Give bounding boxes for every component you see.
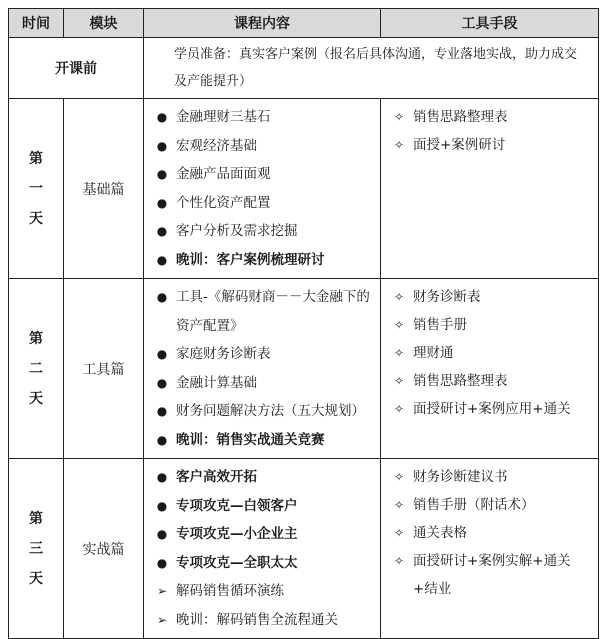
bullet-dot-icon: ● xyxy=(156,252,168,267)
pre-course-label: 开课前 xyxy=(9,38,144,99)
content-item-text: 专项攻克—全职太太 xyxy=(176,554,298,571)
bullet-dot-icon: ● xyxy=(156,432,168,447)
tool-item xyxy=(385,131,594,159)
content-item xyxy=(148,426,376,455)
content-item xyxy=(148,246,376,275)
day-row xyxy=(9,459,599,639)
tool-item-text: 面授研讨+案例应用+通关 xyxy=(413,401,571,417)
tool-item xyxy=(385,311,594,339)
tools-cell xyxy=(381,279,599,459)
tool-item-text: 通关表格 xyxy=(413,525,467,541)
content-item-text: 客户分析及需求挖掘 xyxy=(176,223,298,239)
content-item-text: 工具-《解码财商－－大金融下的资产配置》 xyxy=(176,289,370,334)
content-item-text: 宏观经济基础 xyxy=(176,137,257,154)
pre-course-row xyxy=(9,38,599,99)
tool-item xyxy=(385,547,594,603)
day-label-char: 天 xyxy=(29,390,43,407)
diamond-star-bullet-icon: ✧ xyxy=(393,318,405,332)
tool-item xyxy=(385,339,594,367)
diamond-star-bullet-icon: ✧ xyxy=(393,138,405,152)
day-label-char: 天 xyxy=(29,210,43,227)
content-item-text: 个性化资产配置 xyxy=(176,194,271,211)
module-name: 实战篇 xyxy=(64,459,144,639)
diamond-star-bullet-icon: ✧ xyxy=(393,374,405,388)
tool-item xyxy=(385,395,594,423)
tools-list xyxy=(381,279,598,427)
content-list xyxy=(144,99,380,278)
diamond-star-bullet-icon: ✧ xyxy=(393,470,405,484)
tools-cell xyxy=(381,459,599,639)
bullet-dot-icon: ● xyxy=(156,138,168,153)
header-time: 时间 xyxy=(9,9,64,38)
content-item-text: 客户高效开拓 xyxy=(176,469,257,485)
tool-item-text: 财务诊断表 xyxy=(413,289,481,305)
bullet-dot-icon: ● xyxy=(156,404,168,418)
diamond-star-bullet-icon: ✧ xyxy=(393,290,405,304)
day-label-char: 第 xyxy=(29,330,43,347)
content-item-text: 晚训：客户案例梳理研讨 xyxy=(176,251,325,268)
day-label xyxy=(9,459,64,639)
content-item xyxy=(148,463,376,492)
day-label xyxy=(9,99,64,279)
bullet-dot-icon: ● xyxy=(156,224,168,238)
course-content-cell xyxy=(144,279,381,459)
content-item-text: 晚训：销售实战通关竞赛 xyxy=(176,431,325,448)
tools-cell xyxy=(381,99,599,279)
bullet-dot-icon: ● xyxy=(156,290,168,304)
diamond-star-bullet-icon: ✧ xyxy=(393,346,405,360)
bullet-dot-icon: ● xyxy=(156,167,168,181)
content-item xyxy=(148,217,376,246)
content-item-text: 金融理财三基石 xyxy=(176,109,271,125)
course-schedule-table xyxy=(8,8,599,639)
tool-item-text: 销售思路整理表 xyxy=(413,109,508,125)
tool-item-text: 销售手册（附话术） xyxy=(413,497,535,513)
bullet-dot-icon: ● xyxy=(156,347,168,361)
content-item xyxy=(148,283,376,340)
content-item-text: 解码销售循环演练 xyxy=(176,583,284,599)
day-label xyxy=(9,279,64,459)
content-item xyxy=(148,492,376,521)
content-item-text: 金融计算基础 xyxy=(176,374,257,391)
tool-item-text: 理财通 xyxy=(413,345,454,361)
tool-item xyxy=(385,491,594,519)
content-item xyxy=(148,103,376,132)
tool-item xyxy=(385,463,594,491)
day-label-char: 二 xyxy=(29,360,43,377)
content-item-text: 财务问题解决方法（五大规划） xyxy=(176,403,365,419)
day-label-char: 第 xyxy=(29,150,43,167)
day-label-char: 一 xyxy=(29,180,43,197)
bullet-dot-icon: ● xyxy=(156,498,168,513)
bullet-dot-icon: ● xyxy=(156,110,168,124)
diamond-star-bullet-icon: ✧ xyxy=(393,554,405,568)
content-item-text: 家庭财务诊断表 xyxy=(176,346,271,362)
tool-item-text: 面授研讨+案例实解+通关+结业 xyxy=(413,553,571,597)
course-content-cell xyxy=(144,99,381,279)
day-label-char: 第 xyxy=(29,510,43,527)
content-item-text: 晚训：解码销售全流程通关 xyxy=(176,611,338,628)
day-row xyxy=(9,99,599,279)
content-item xyxy=(148,189,376,218)
diamond-star-bullet-icon: ✧ xyxy=(393,526,405,540)
header-content: 课程内容 xyxy=(144,9,381,38)
content-item xyxy=(148,606,376,635)
content-item-text: 金融产品面面观 xyxy=(176,166,271,182)
content-item xyxy=(148,132,376,161)
content-item xyxy=(148,577,376,606)
module-name: 工具篇 xyxy=(64,279,144,459)
diamond-star-bullet-icon: ✧ xyxy=(393,498,405,512)
diamond-star-bullet-icon: ✧ xyxy=(393,110,405,124)
header-tools: 工具手段 xyxy=(381,9,599,38)
bullet-dot-icon: ● xyxy=(156,470,168,484)
module-name: 基础篇 xyxy=(64,99,144,279)
pre-course-text: 学员准备：真实客户案例（报名后具体沟通，专业落地实战，助力成交及产能提升） xyxy=(144,38,599,99)
tool-item-text: 面授+案例研讨 xyxy=(413,137,506,153)
tool-item xyxy=(385,283,594,311)
bullet-dot-icon: ● xyxy=(156,195,168,210)
day-label-char: 天 xyxy=(29,570,43,587)
content-item xyxy=(148,520,376,549)
day-row xyxy=(9,279,599,459)
content-list xyxy=(144,459,380,638)
tool-item xyxy=(385,367,594,395)
arrow-bullet-icon: ➢ xyxy=(156,584,168,598)
tool-item-text: 销售手册 xyxy=(413,317,467,333)
content-item-text: 专项攻克—小企业主 xyxy=(176,526,298,542)
content-item xyxy=(148,549,376,578)
bullet-dot-icon: ● xyxy=(156,555,168,570)
content-item xyxy=(148,397,376,426)
diamond-star-bullet-icon: ✧ xyxy=(393,402,405,416)
tools-list xyxy=(381,459,598,607)
tool-item-text: 销售思路整理表 xyxy=(413,373,508,389)
header-module: 模块 xyxy=(64,9,144,38)
bullet-dot-icon: ● xyxy=(156,375,168,390)
content-item xyxy=(148,369,376,398)
day-label-char: 三 xyxy=(29,540,43,557)
content-item xyxy=(148,340,376,369)
content-item xyxy=(148,160,376,189)
tool-item xyxy=(385,519,594,547)
header-row xyxy=(9,9,599,38)
arrow-bullet-icon: ➢ xyxy=(156,612,168,627)
content-item-text: 专项攻克—白领客户 xyxy=(176,497,298,514)
tools-list xyxy=(381,99,598,163)
course-content-cell xyxy=(144,459,381,639)
bullet-dot-icon: ● xyxy=(156,527,168,541)
tool-item xyxy=(385,103,594,131)
content-list xyxy=(144,279,380,458)
tool-item-text: 财务诊断建议书 xyxy=(413,469,508,485)
